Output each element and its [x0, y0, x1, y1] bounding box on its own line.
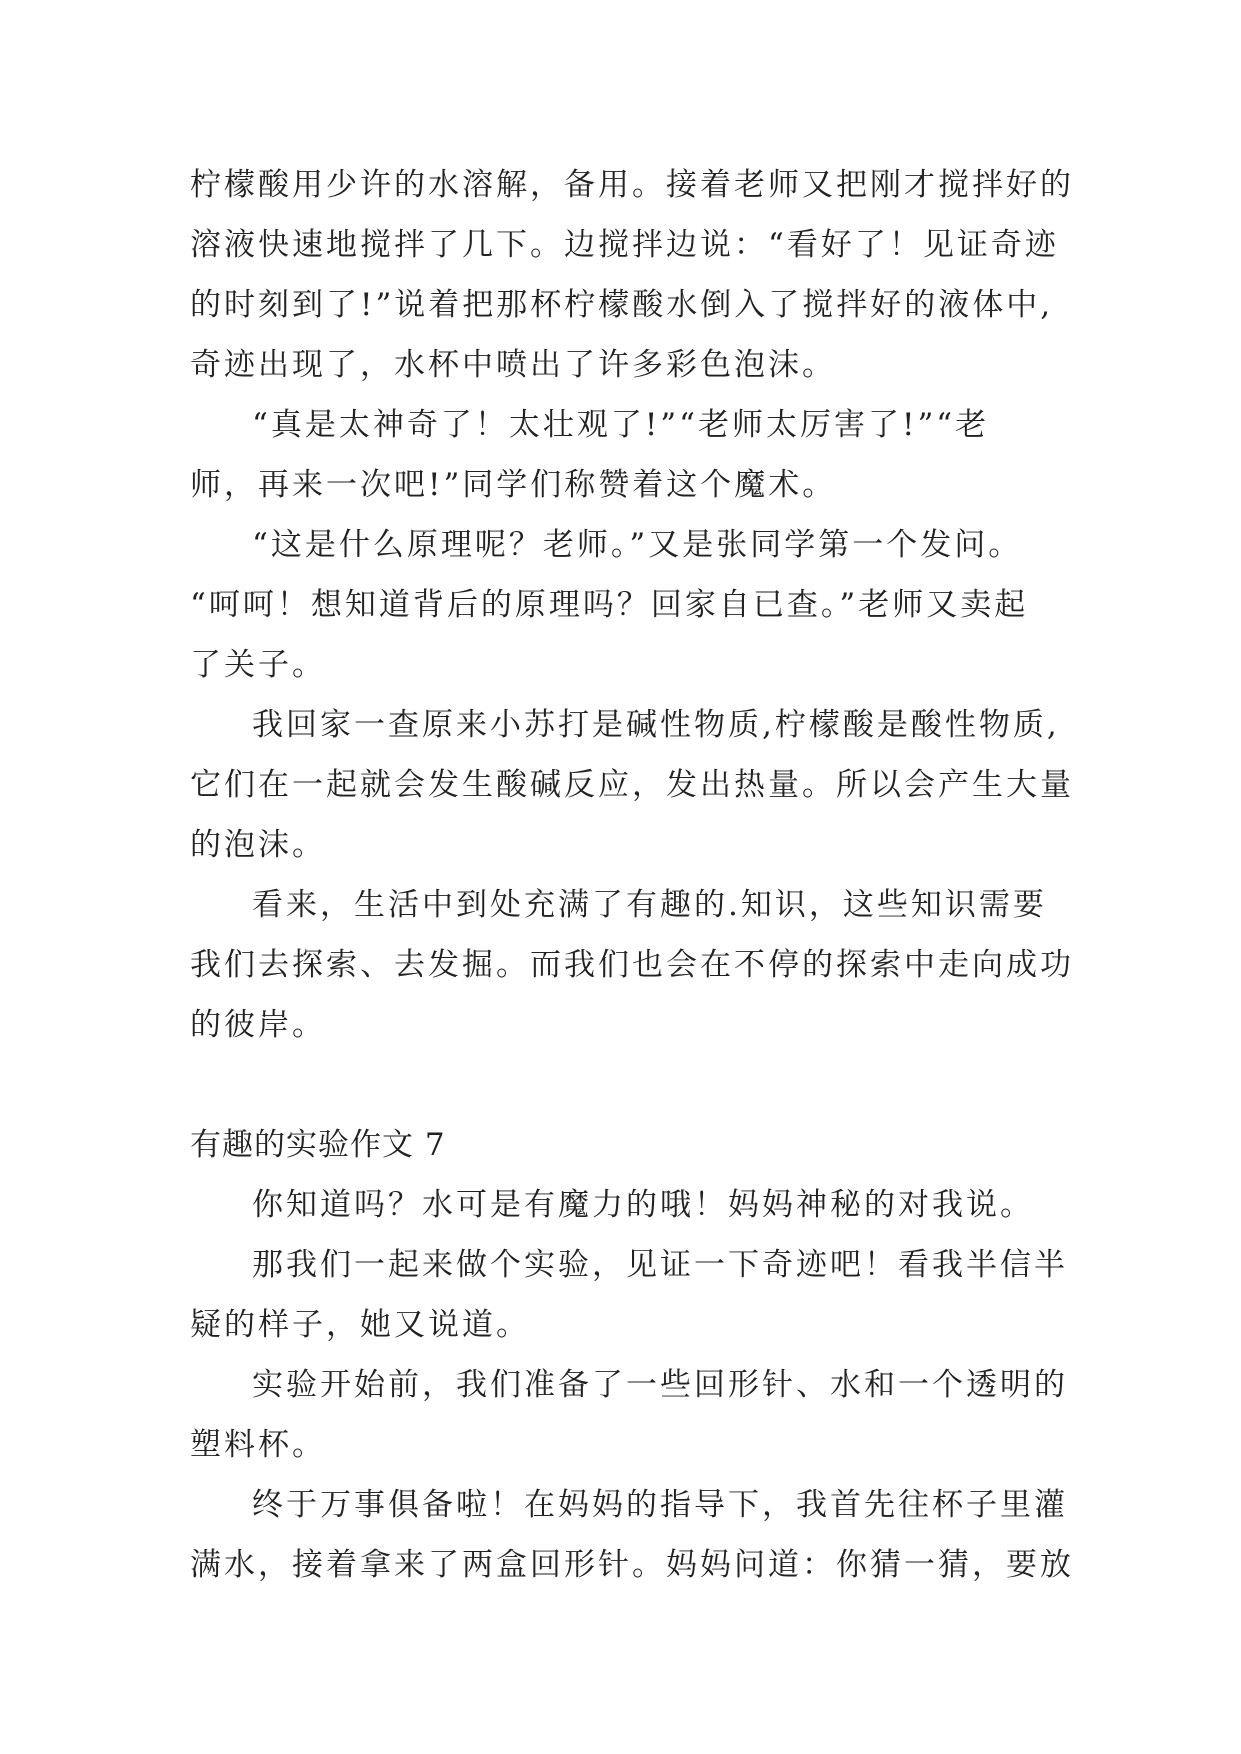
- text-line: 奇迹出现了，水杯中喷出了许多彩色泡沫。: [190, 347, 836, 383]
- text-line: 你知道吗？水可是有魔力的哦！妈妈神秘的对我说。: [252, 1187, 1034, 1223]
- text-line: 溶液快速地搅拌了几下。边搅拌边说：“看好了！见证奇迹: [190, 227, 1059, 263]
- text-line: 的彼岸。: [190, 1007, 326, 1043]
- text-line: “这是什么原理呢？老师。”又是张同学第一个发问。: [252, 527, 1023, 563]
- text-line: 看来，生活中到处充满了有趣的.知识，这些知识需要: [252, 887, 1047, 923]
- text-line: 它们在一起就会发生酸碱反应，发出热量。所以会产生大量: [190, 767, 1074, 803]
- text-line: 终于万事俱备啦！在妈妈的指导下，我首先往杯子里灌: [252, 1487, 1068, 1523]
- text-line: “呵呵！想知道背后的原理吗？回家自已查。”老师又卖起: [190, 587, 1029, 623]
- text-line: 柠檬酸用少许的水溶解，备用。接着老师又把刚才搅拌好的: [190, 167, 1074, 203]
- text-line: 师，再来一次吧!”同学们称赞着这个魔术。: [190, 467, 837, 503]
- text-line: 那我们一起来做个实验，见证一下奇迹吧！看我半信半: [252, 1247, 1068, 1283]
- text-line: 满水，接着拿来了两盒回形针。妈妈问道：你猜一猜，要放: [190, 1547, 1074, 1583]
- text-line: “真是太神奇了！太壮观了!”“老师太厉害了!”“老: [252, 407, 990, 443]
- text-line: 塑料杯。: [190, 1427, 326, 1463]
- document-body: [190, 155, 1074, 1595]
- text-line: 我回家一查原来小苏打是碱性物质,柠檬酸是酸性物质,: [252, 707, 1060, 743]
- text-line: 了关子。: [190, 647, 326, 683]
- text-line: 我们去探索、去发掘。而我们也会在不停的探索中走向成功: [190, 947, 1074, 983]
- text-line: 的时刻到了!”说着把那杯柠檬酸水倒入了搅拌好的液体中,: [190, 287, 1054, 323]
- text-line: 实验开始前，我们准备了一些回形针、水和一个透明的: [252, 1367, 1068, 1403]
- text-line: 疑的样子，她又说道。: [190, 1307, 530, 1343]
- text-line: 的泡沫。: [190, 827, 326, 863]
- section-title: 有趣的实验作文 7: [190, 1127, 446, 1163]
